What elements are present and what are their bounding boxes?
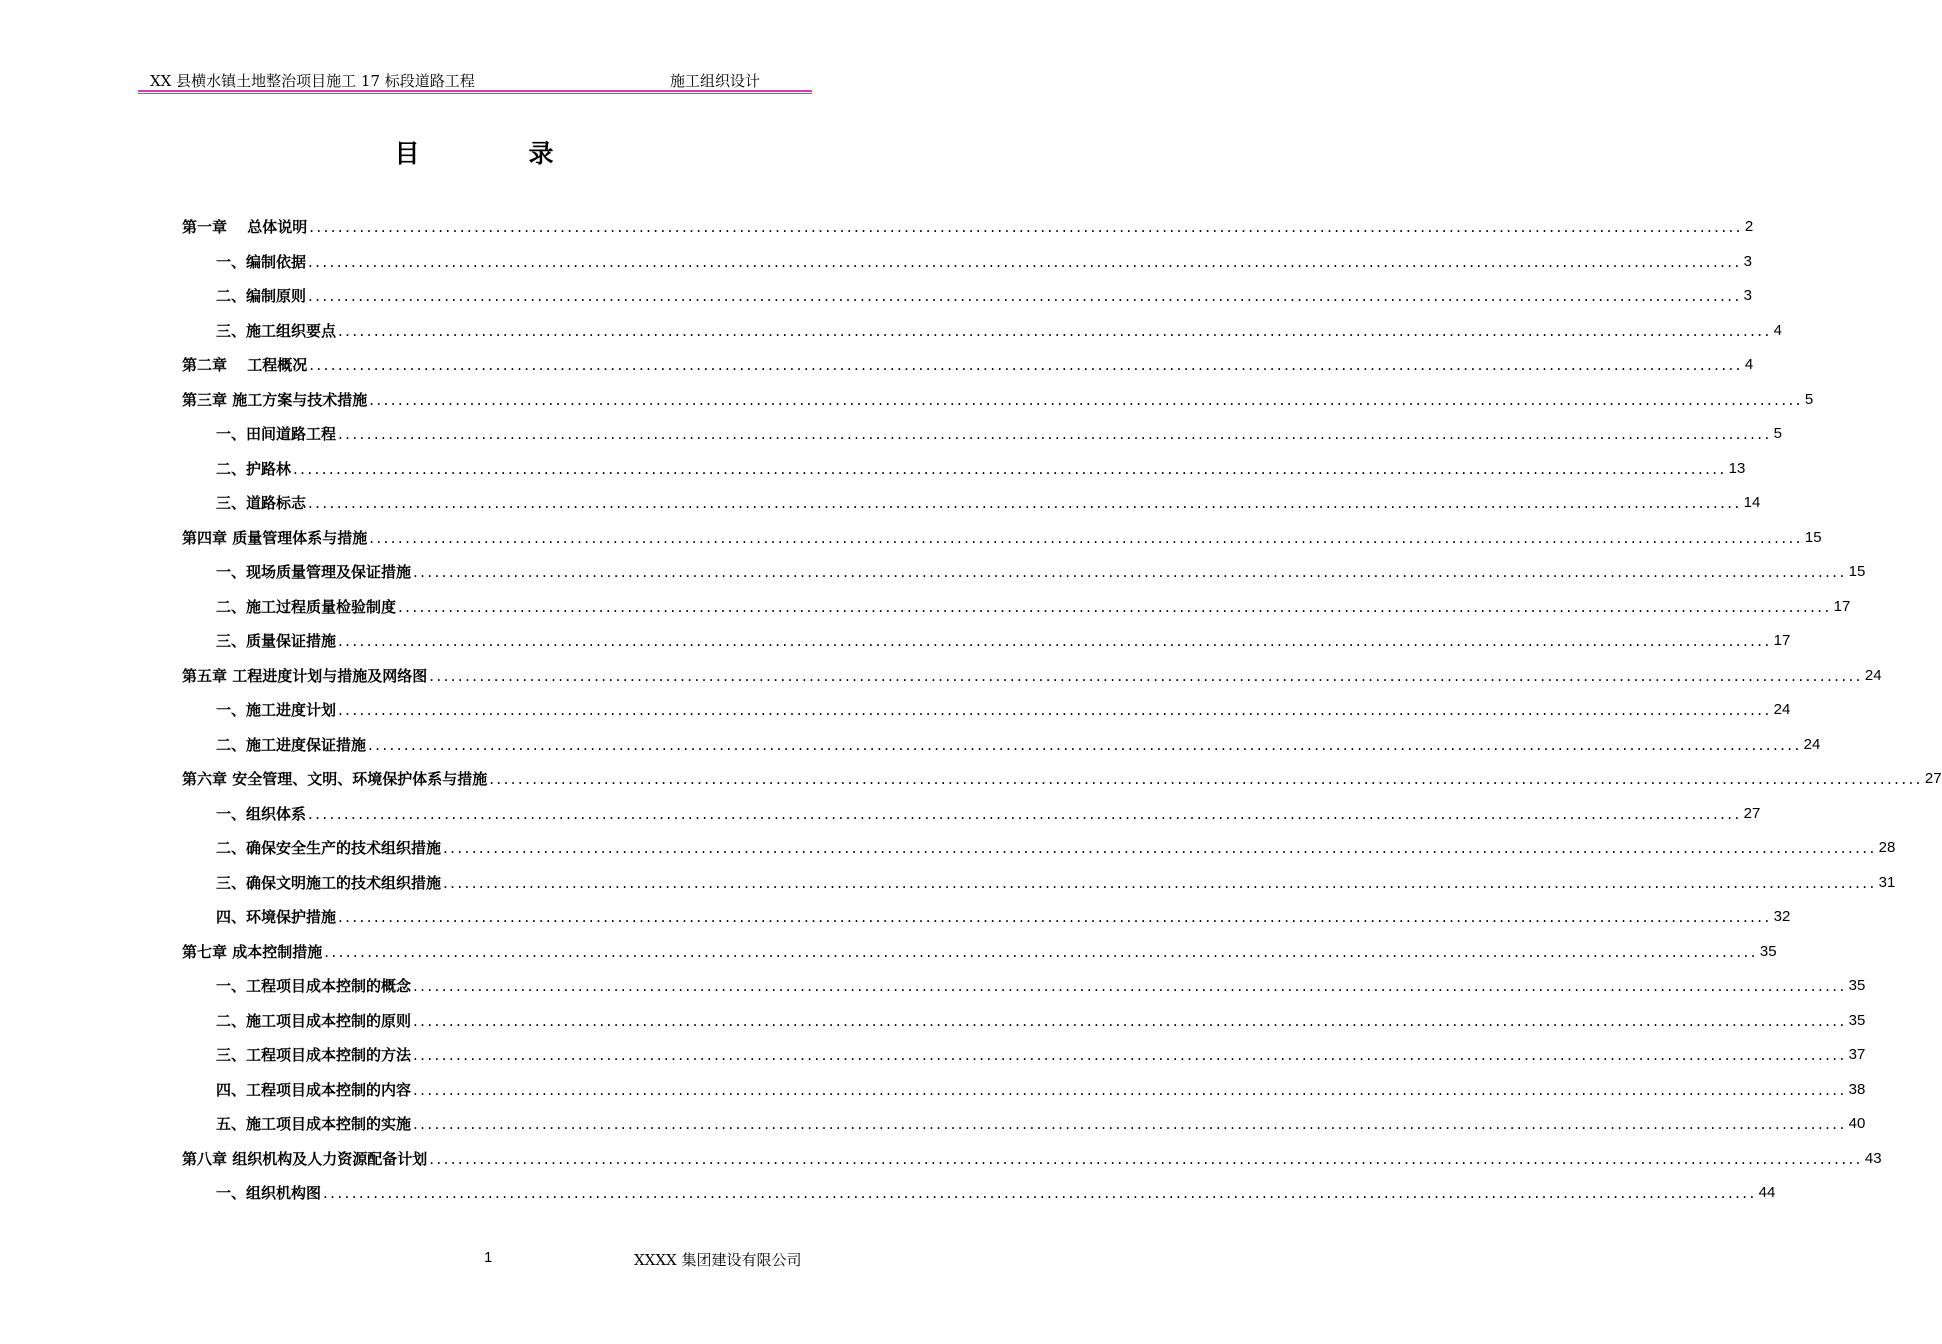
toc-entry-page: 27 [1924, 770, 1942, 787]
toc-entry[interactable] [216, 283, 1752, 307]
toc-entry[interactable] [216, 628, 1791, 652]
toc-dot-leader: ........................................................................................................................................................................................................ [323, 1184, 1757, 1202]
toc-entry[interactable] [182, 939, 1777, 963]
toc-entry[interactable] [216, 870, 1896, 894]
toc-dot-leader: ........................................................................................................................................................................................................ [308, 494, 1742, 512]
toc-entry-page: 17 [1833, 597, 1851, 615]
toc-entry-page: 17 [1773, 632, 1791, 649]
toc-entry[interactable] [216, 594, 1851, 618]
toc-dot-leader: ........................................................................................................................................................................................................ [308, 252, 1742, 271]
toc-title: 目 录 [394, 139, 596, 168]
toc-entry-label: 一、工程项目成本控制的概念 [216, 977, 412, 995]
toc-dot-leader: ........................................................................................................................................................................................................ [489, 770, 1923, 788]
footer-company: XXXX 集团建设有限公司 [634, 1251, 802, 1269]
toc-dot-leader: ........................................................................................................................................................................................................ [369, 390, 1803, 409]
toc-entry[interactable] [216, 1180, 1776, 1204]
toc-entry[interactable] [216, 249, 1752, 273]
toc-entry-page: 15 [1848, 563, 1866, 580]
toc-entry[interactable] [216, 1077, 1866, 1101]
toc-dot-leader: ........................................................................................................................................................................................................ [413, 1011, 1847, 1030]
toc-dot-leader: ........................................................................................................................................................................................................ [293, 459, 1727, 478]
toc-entry[interactable] [216, 490, 1761, 514]
toc-entry-label: 第六章 安全管理、文明、环境保护体系与措施 [182, 770, 488, 788]
toc-dot-leader: ........................................................................................................................................................................................................ [338, 908, 1772, 926]
toc-entry-page: 35 [1759, 942, 1777, 960]
toc-dot-leader: ........................................................................................................................................................................................................ [309, 218, 1743, 236]
toc-entry-page: 4 [1744, 356, 1754, 373]
toc-dot-leader: ........................................................................................................................................................................................................ [429, 1149, 1863, 1168]
toc-entry-label: 二、编制原则 [216, 287, 307, 305]
toc-entry-page: 24 [1864, 666, 1882, 684]
toc-entry[interactable] [182, 525, 1822, 549]
toc-entry[interactable] [216, 559, 1866, 583]
toc-entry-page: 37 [1848, 1046, 1866, 1063]
toc-entry[interactable] [216, 973, 1866, 997]
toc-dot-leader: ........................................................................................................................................................................................................ [338, 425, 1772, 443]
header-project-title: XX 县横水镇土地整治项目施工 17 标段道路工程 [150, 72, 475, 90]
toc-entry-label: 第一章 总体说明 [182, 218, 308, 236]
toc-entry[interactable] [216, 835, 1896, 859]
toc-entry-page: 35 [1848, 1011, 1866, 1029]
toc-entry-label: 第五章 工程进度计划与措施及网络图 [182, 666, 428, 685]
toc-entry-label: 二、施工进度保证措施 [216, 735, 367, 754]
header-divider [138, 90, 812, 94]
header-document-type: 施工组织设计 [670, 72, 761, 90]
toc-entry-page: 43 [1864, 1149, 1882, 1167]
toc-entry-label: 四、工程项目成本控制的内容 [216, 1080, 412, 1099]
toc-entry-page: 15 [1804, 528, 1822, 546]
toc-dot-leader: ........................................................................................................................................................................................................ [429, 666, 1863, 685]
toc-entry-label: 第七章 成本控制措施 [182, 942, 323, 961]
toc-dot-leader: ........................................................................................................................................................................................................ [413, 563, 1847, 581]
toc-dot-leader: ........................................................................................................................................................................................................ [308, 804, 1742, 823]
toc-entry-page: 28 [1878, 839, 1896, 856]
toc-entry-page: 38 [1848, 1080, 1866, 1098]
toc-entry[interactable] [216, 1042, 1866, 1066]
toc-dot-leader: ........................................................................................................................................................................................................ [443, 873, 1877, 892]
toc-entry-page: 3 [1743, 287, 1752, 304]
toc-entry[interactable] [216, 697, 1791, 721]
toc-dot-leader: ........................................................................................................................................................................................................ [413, 977, 1847, 995]
toc-dot-leader: ........................................................................................................................................................................................................ [308, 287, 1742, 305]
toc-entry-label: 五、施工项目成本控制的实施 [216, 1115, 412, 1133]
toc-entry-label: 三、道路标志 [216, 494, 307, 512]
toc-entry-label: 第四章 质量管理体系与措施 [182, 528, 368, 547]
toc-dot-leader: ........................................................................................................................................................................................................ [413, 1115, 1847, 1133]
toc-entry-page: 27 [1743, 804, 1761, 822]
toc-entry-label: 三、工程项目成本控制的方法 [216, 1046, 412, 1064]
toc-dot-leader: ........................................................................................................................................................................................................ [324, 942, 1758, 961]
toc-entry-page: 5 [1773, 425, 1782, 442]
toc-entry-page: 13 [1728, 459, 1746, 477]
toc-entry-page: 24 [1773, 701, 1791, 718]
toc-entry-label: 一、组织体系 [216, 804, 307, 823]
toc-entry-page: 40 [1848, 1115, 1866, 1132]
toc-entry-page: 14 [1743, 494, 1761, 511]
toc-entry-page: 2 [1744, 218, 1754, 235]
toc-entry[interactable] [216, 732, 1821, 756]
toc-entry-label: 三、确保文明施工的技术组织措施 [216, 873, 442, 892]
toc-dot-leader: ........................................................................................................................................................................................................ [443, 839, 1877, 857]
toc-entry-page: 32 [1773, 908, 1791, 925]
toc-entry[interactable] [182, 1146, 1882, 1170]
toc-dot-leader: ........................................................................................................................................................................................................ [338, 321, 1772, 340]
toc-dot-leader: ........................................................................................................................................................................................................ [369, 528, 1803, 547]
toc-entry-label: 一、组织机构图 [216, 1184, 322, 1202]
toc-entry-page: 5 [1804, 390, 1814, 408]
toc-entry[interactable] [216, 318, 1782, 342]
toc-entry[interactable] [216, 456, 1746, 480]
toc-entry-label: 四、环境保护措施 [216, 908, 337, 926]
toc-entry-page: 4 [1773, 321, 1782, 339]
toc-entry[interactable] [182, 387, 1814, 411]
toc-entry[interactable] [182, 663, 1882, 687]
toc-dot-leader: ........................................................................................................................................................................................................ [368, 735, 1802, 754]
toc-entry-label: 第三章 施工方案与技术措施 [182, 390, 368, 409]
toc-dot-leader: ........................................................................................................................................................................................................ [398, 597, 1832, 616]
toc-dot-leader: ........................................................................................................................................................................................................ [413, 1080, 1847, 1099]
toc-entry-label: 一、现场质量管理及保证措施 [216, 563, 412, 581]
toc-dot-leader: ........................................................................................................................................................................................................ [309, 356, 1743, 374]
toc-entry[interactable] [182, 352, 1754, 376]
toc-entry-page: 35 [1848, 977, 1866, 994]
toc-entry[interactable] [216, 801, 1761, 825]
toc-entry[interactable] [182, 766, 1942, 790]
toc-entry-label: 一、施工进度计划 [216, 701, 337, 719]
toc-entry-label: 二、护路林 [216, 459, 292, 478]
toc-entry[interactable] [182, 214, 1754, 238]
toc-entry-page: 44 [1758, 1184, 1776, 1201]
toc-entry-label: 一、田间道路工程 [216, 425, 337, 443]
toc-entry[interactable] [216, 904, 1791, 928]
toc-entry-label: 二、施工项目成本控制的原则 [216, 1011, 412, 1030]
toc-entry-page: 24 [1803, 735, 1821, 753]
toc-entry-label: 第八章 组织机构及人力资源配备计划 [182, 1149, 428, 1168]
toc-entry-label: 二、确保安全生产的技术组织措施 [216, 839, 442, 857]
toc-entry-label: 二、施工过程质量检验制度 [216, 597, 397, 616]
toc-dot-leader: ........................................................................................................................................................................................................ [413, 1046, 1847, 1064]
page-number: 1 [484, 1249, 493, 1266]
toc-dot-leader: ........................................................................................................................................................................................................ [338, 701, 1772, 719]
toc-entry-label: 一、编制依据 [216, 252, 307, 271]
page-header [138, 70, 812, 92]
toc-entry-label: 三、施工组织要点 [216, 321, 337, 340]
toc-entry-page: 31 [1878, 873, 1896, 891]
toc-entry[interactable] [216, 421, 1782, 445]
toc-entry-page: 3 [1743, 252, 1752, 270]
toc-entry[interactable] [216, 1008, 1866, 1032]
toc-entry-label: 三、质量保证措施 [216, 632, 337, 650]
toc-dot-leader: ........................................................................................................................................................................................................ [338, 632, 1772, 650]
toc-entry[interactable] [216, 1111, 1866, 1135]
toc-entry-label: 第二章 工程概况 [182, 356, 308, 374]
